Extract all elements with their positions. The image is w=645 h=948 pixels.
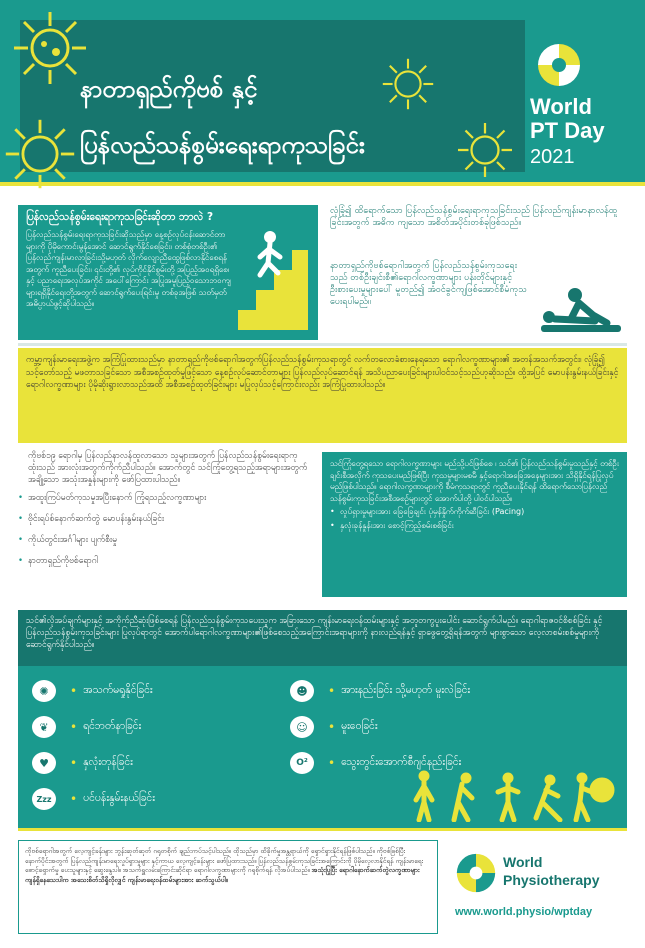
footer-text: ကိုဗစ်ရောဂါအတွက် လေ့ကျင့်ခန်းများ ဘွန်းဆုတ်ဆုတ် ဂရုတစိုက် ချည်းကပ်သင့်ပါသည်။ ထိုသည်မှာ ထိခိုက်မှုအန္တရာယ်ကို ရှောင်ရှားနိုင်ရန်ဖြစ်ပါသည်။ ကိုဗစ်ဖြစ်ပြီး နောက်ပိုင်းအတွက် ပြန်လည်ကျန်းမာရေးလှုပ်ရှားမှုများ နှင့်ကာယ လေ့ကျင့်ခန်းများ ဖော်ပြထားသည်။ ပြန်လည်သန်စွမ်းကုသခြင်းအကြောင်းကို ပိုမိုလေ့လာနိုင်ရန် ကျန်းမာရေးစောင့်ရှောက်မှု ပေးသူများနှင့် ဆွေးနွေးပါ။ အသက်ရှူလမ်းကြောင်းဆိုင်ရာ ရောဂါလက္ခဏာများကို ဂရုစိုက်ရန် လိုအပ်ပါသည်။ [25,847,424,874]
website-link[interactable]: www.world.physio/wptday [455,906,593,918]
symptom-item: ☻ • အားနည်းခြင်း သို့မဟုတ် မူးလဲခြင်း [290,680,470,702]
symptom-label: အသက်မရှုနိုင်ခြင်း [83,683,153,696]
footer-disclaimer [18,840,438,934]
terms-list [18,492,308,567]
assessment-intro: သင်၏လိုအပ်ချက်များနှင့် အကိုက်ညီဆုံးဖြစ်စေရန် ပြန်လည်သန်စွမ်းကုသပေးသူက အခြားသော ကျန်းမာရေးဝန်ထမ်းများနှင့် အတူတကွပူးပေါင်း ဆောင်ရွက်ပါမည်။ ရောဂါရာဇဝင်စိစစ်ခြင်း နှင့် ပြန်လည်သန်စွမ်းကုသခြင်းများ ပြုလုပ်ရာတွင် အောက်ပါရောဂါလက္ခဏာများ၏ဖြစ်စေသည့်အကြောင်းအရာများကို နားလည်ရန်နှင့် ရှာဖွေတွေ့ရှိရန်အတွက် များစွာသော လေ့လာစမ်းစစ်မှုများကို ဆောင်ရွက်နိုင်ပါသည်။ [18,610,627,666]
symptom-item: Zzz • ပင်ပန်းနွမ်းနယ်ခြင်း [32,788,155,810]
world-pt-day-logo [528,42,628,172]
terms-intro: ကိုဗစ်၁၉ ရောဂါမှ ပြန်လည်နာလန်ထူလာသော သူများအတွက် ပြန်လည်သန်စွမ်းရေးရာကုထုံးသည် အားလုံးအတွက်ကိုက်ညီပါသည်။ အောက်တွင် သင်ကြုံတွေ့ရသည့်အရာများအတွက် အချို့သော အသုံးအနှုန်းများကို ဖော်ပြထားပါသည်။ [28,451,308,485]
stairs-climbing-icon [238,215,308,335]
oxygen-icon: O² [290,752,314,774]
rehab-program-list [330,506,619,531]
definition-heading: ပြန်လည်သန်စွမ်းရေးရာကုသခြင်းဆိုတာ ဘာလဲ ? [26,211,214,223]
symptom-figures-icon [410,770,615,822]
title-panel [20,20,525,172]
list-item: • အထူးကြပ်မတ်ကုသမှုအပြီးနောက် ကြုံရသည့်လက္ခဏာများ [18,492,308,504]
symptom-label: မူးဝေခြင်း [341,719,378,732]
list-item: • နှလုံးခုန်နှုန်းအား စောင့်ကြည့်စမ်းစစ်ခြင်း [330,520,619,532]
symptom-item: O² • သွေးတွင်းအောက်စီဂျင်နည်းခြင်း [290,752,461,774]
individual-care-paragraph: နာတာရှည်ကိုဗစ်ရောဂါအတွက် ပြန်လည်သန်စွမ်းကုသရေးသည် တစ်ဦးချင်းစီ၏ရောဂါလက္ခဏာများ ပန်းတိုင်များနှင့် ဦးစားပေးမှုများပေါ် မူတည်၍ အံဝင်ခွင်ကျဖြစ်အောင်စီမံကုသပေးရပါမည်။ [330,261,527,307]
rehab-program-text: သင်ကြုံတွေ့ရသော ရောဂါလက္ခဏာများ မည်သို့ပင်ဖြစ်စေ ၊ သင်၏ ပြန်လည်သန်စွမ်းမှုသည်နှင့် တစ်ဦးချင်းစီအလိုက် ကုသပေးမည်ဖြစ်ပြီး ကုသမှုများမစမီ နှင့်ရောဂါအခြေအနေများအား သိရှိနိုင်ရန်ပြုလုပ်မည်ဖြစ်ပါသည်။ ရောဂါလက္ခဏာများကို စီမံကုသရာတွင် ကူညီပေးနိုင်ရန် ထိရောက်သောပြန်လည်သန်စွမ်းကုသခြင်းအစီအစဉ်များတွင် အောက်ပါတို့ ပါဝင်ပါသည်။ [330,459,619,503]
divider [18,828,627,831]
symptom-item: ☺ • မူးဝေခြင်း [290,716,378,738]
org-name-line2: Physiotherapy [503,872,600,888]
list-item: • ဗိုင်းရပ်စ်နောက်ဆက်တွဲ မောပန်းနွမ်းနယ်ခြင်း [18,513,308,525]
safety-paragraph: လုံခြုံ၍ ထိရောက်သော ပြန်လည်သန်စွမ်းရေးရာကုသခြင်းသည် ပြန်လည်ကျန်းမာနာလန်ထူခြင်းအတွက် အဓိက ကျသော အစိတ်အပိုင်းတစ်ခုဖြစ်သည်။ [330,206,618,228]
dizzy-icon: ☺ [290,716,314,738]
definition-box [18,205,318,340]
symptom-label: အားနည်းခြင်း သို့မဟုတ် မူးလဲခြင်း [341,683,471,696]
header-banner [0,0,645,182]
divider [18,343,627,346]
virus-icon [2,116,78,192]
sleep-icon: Zzz [32,788,56,810]
page-title-line2: ပြန်လည်သန်စွမ်းရေးရာကုသခြင်း [80,131,365,159]
org-name-line1: World [503,854,543,870]
logo-pt-day-text: PT Day [530,118,605,143]
symptom-item: ♥ • နှလုံးတုန်ခြင်း [32,752,133,774]
virus-icon [455,120,515,180]
symptom-label: ရင်ဘတ်နာခြင်း [83,719,142,732]
page-title-line1: နာတာရှည်ကိုဗစ် နှင့် [80,75,258,103]
heart-icon: ♥ [32,752,56,774]
logo-world-text: World [530,94,592,119]
who-recommendation-box: ကမ္ဘာ့ကျန်းမာရေးအဖွဲ့က အကြံပြုထားသည်မှာ နာတာရှည်ကိုဗစ်ရောဂါအတွက်ပြန်လည်သန်စွမ်းကုသရာတွင် လက်တလောခံစားနေရသော ရောဂါလက္ခဏာများ၏ အတန်အသက်အတွင်း၊ လုံခြုံ၍ သင့်တော်သည့် မဖတာသခြင်သော အစီအစဉ်ထုတ်မှုဖြင့်သော နေ့စဉ်လုပ်ဆောင်တာများ ပြန်လည်လုပ်ဆောင်ရန် အသိပညာပေးခြင်းများပါဝင်သင့်သည်ဟုဆိုသည်။ ထို့အပြင် မောပန်းနွမ်းနယ်ခြင်းနှင့် ရောဂါလက္ခဏာများ ပိုမိုဆိုးရွားလာသည်အထိ အစီအစဉ်ထုတ်ခြင်းများ မပြုလုပ်သင့်ကြောင်းလည်း အကြံပြုထားပါသည်။ [18,348,627,443]
symptom-label: နှလုံးတုန်ခြင်း [83,755,133,768]
weakness-icon: ☻ [290,680,314,702]
symptom-label: ပင်ပန်းနွမ်းနယ်ခြင်း [83,791,155,804]
symptoms-panel [18,666,627,828]
world-pt-day-emblem-icon [536,42,582,88]
rehab-program-box [322,452,627,597]
list-item: • ကိုယ်တွင်းအင်္ဂါများ ပျက်စီးမှု [18,534,308,546]
symptom-item: ✺ • အသက်မရှုနိုင်ခြင်း [32,680,153,702]
terms-list-section [18,450,308,576]
world-physiotherapy-logo [455,850,630,900]
physiotherapy-treatment-icon [535,285,625,335]
world-physiotherapy-emblem-icon [455,852,497,894]
list-item: • လှုပ်ရှားမှုများအား ခြေခြေချင်း ပုံမှန်နှိုက်ကိုက်ဆီခြင်း (Pacing) [330,506,619,518]
divider [0,182,645,186]
definition-text: ပြန်လည်သန်စွမ်းရေးရာကုသခြင်းဆိုသည်မှာ နေ့စဉ်လုပ်ငန်းဆောင်တာများကို ပိုမိုကောင်းမွန်အောင် ဆောင်ရွက်နိုင်စေခြင်း၊ တစ်စုံတစ်ဦး၏ ပြန်လည်ကျန်းမာလာခြင်းသို့မဟုတ် လိုက်လျောညီထွေဖြစ်လာနိုင်စေရန်အတွက် ကူညီပေးခြင်း၊ ၎င်းတို့၏ လုပ်ကိုင်နိုင်စွမ်းတို့ အပြည့်အဝရရှိစေ၊ နှင့် ပညာရေးအလုပ်အကိုင် အပေါ်ကြောင်း အပြုအမူပြည့်ဝသောဘဝကျများရရှိနိုင်ရေးတို့အတွက် ဆောင်ရွက်ပေးရြင်းမှု တစ်ခုအဖြစ် သတ်မှတ်အဓိပ္ပာယ်ဖွင့်ဆိုပါသည်။ [26,230,231,308]
brain-icon: ✺ [32,680,56,702]
symptom-label: သွေးတွင်းအောက်စီဂျင်နည်းခြင်း [341,755,462,768]
symptom-item: ❦ • ရင်ဘတ်နာခြင်း [32,716,141,738]
lungs-icon: ❦ [32,716,56,738]
list-item: • နာတာရှည်ကိုဗစ်ရောဂါ [18,555,308,567]
logo-year-text: 2021 [530,146,575,168]
virus-icon [10,8,90,88]
footer-bold-text: အသုံးပြုပြီး ရောဂါနောက်ဆက်တွဲလက္ခဏာများ ကျန်ရှိနေသေးပါက အသေးစိတ်သိရှိလိုလျှင် ကျန်းမာရေးဝန်ထမ်းများအား ဆက်သွယ်ပါ။ [25,866,420,884]
